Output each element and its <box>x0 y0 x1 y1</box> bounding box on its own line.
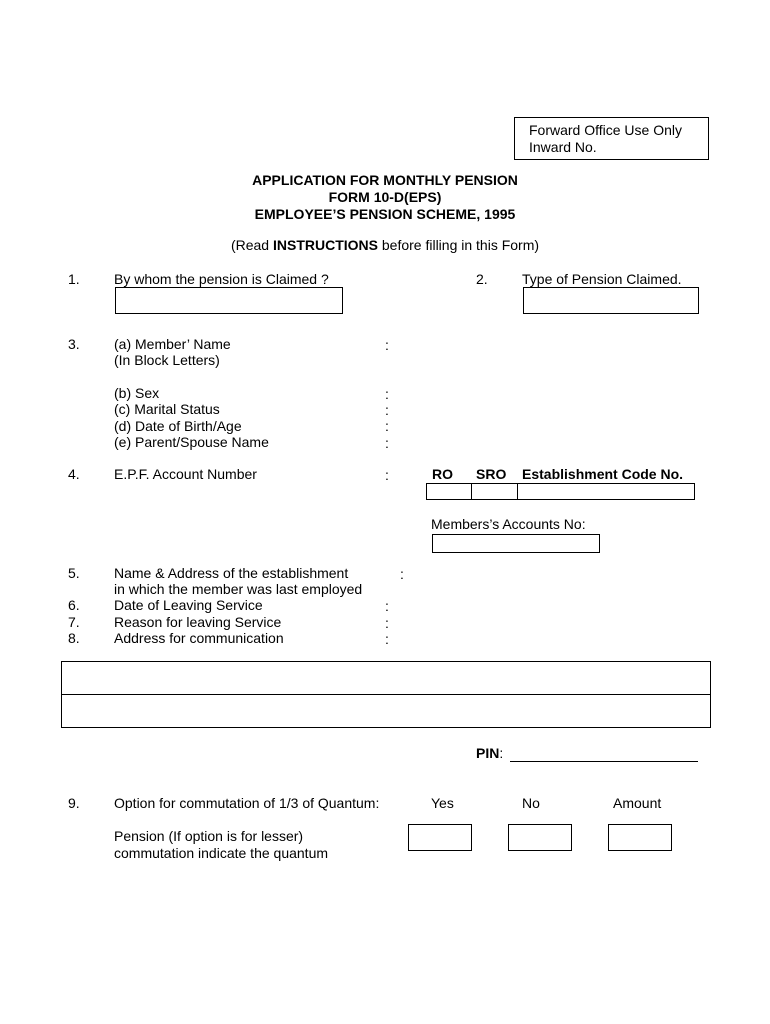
member-name-colon: : <box>385 337 389 353</box>
office-use-box <box>514 117 709 160</box>
no-input-box[interactable] <box>508 824 572 851</box>
form-number: FORM 10-D(EPS) <box>328 189 442 205</box>
pin-input-line[interactable] <box>510 761 698 762</box>
parent-spouse-label: (e) Parent/Spouse Name <box>114 434 269 450</box>
communication-address-box[interactable] <box>61 661 711 728</box>
yes-label: Yes <box>431 795 454 811</box>
commutation-note-line1: Pension (If option is for lesser) <box>114 828 304 844</box>
pin-field: PIN: <box>476 745 504 761</box>
amount-input-box[interactable] <box>608 824 672 851</box>
item-number-1: 1. <box>68 271 80 287</box>
establishment-address-colon: : <box>400 566 404 582</box>
commutation-note-line2: commutation indicate the quantum <box>114 845 329 861</box>
leaving-reason-label: Reason for leaving Service <box>114 614 282 630</box>
marital-status-colon: : <box>385 402 389 418</box>
members-accounts-label: Members’s Accounts No: <box>431 516 586 532</box>
ro-input[interactable] <box>427 484 472 499</box>
item-number-6: 6. <box>68 597 80 613</box>
item-number-5: 5. <box>68 565 80 581</box>
epf-account-colon: : <box>385 467 389 483</box>
marital-status-label: (c) Marital Status <box>114 401 220 417</box>
scheme-title: EMPLOYEE’S PENSION SCHEME, 1995 <box>254 206 516 222</box>
pension-claimed-by-label: By whom the pension is Claimed ? <box>114 271 329 287</box>
dob-age-label: (d) Date of Birth/Age <box>114 418 242 434</box>
dob-age-colon: : <box>385 418 389 434</box>
leaving-date-label: Date of Leaving Service <box>114 597 263 613</box>
communication-address-colon: : <box>385 631 389 647</box>
item-number-3: 3. <box>68 336 80 352</box>
sex-colon: : <box>385 386 389 402</box>
parent-spouse-colon: : <box>385 435 389 451</box>
pension-type-input[interactable] <box>523 287 699 314</box>
members-accounts-input[interactable] <box>432 534 600 553</box>
sro-label: SRO <box>476 466 507 482</box>
ro-label: RO <box>432 466 453 482</box>
instructions-note: (Read INSTRUCTIONS before filling in this Form) <box>230 237 540 253</box>
item-number-9: 9. <box>68 795 80 811</box>
office-use-label: Forward Office Use Only <box>529 122 683 138</box>
pin-label: PIN <box>476 745 500 761</box>
establishment-code-label: Establishment Code No. <box>522 466 684 482</box>
address-box-divider <box>62 694 710 695</box>
leaving-date-colon: : <box>385 598 389 614</box>
pension-type-label: Type of Pension Claimed. <box>522 271 682 287</box>
form-title: APPLICATION FOR MONTHLY PENSION <box>252 172 518 188</box>
sex-label: (b) Sex <box>114 385 160 401</box>
establishment-address-label: Name & Address of the establishment <box>114 565 349 581</box>
member-name-label: (a) Member’ Name <box>114 336 231 352</box>
epf-account-grid <box>426 483 695 500</box>
inward-no-label: Inward No. <box>529 139 597 155</box>
no-label: No <box>522 795 540 811</box>
commutation-option-label: Option for commutation of 1/3 of Quantum: <box>114 795 380 811</box>
establishment-address-label-2: in which the member was last employed <box>114 581 363 597</box>
communication-address-label: Address for communication <box>114 630 284 646</box>
establishment-code-input[interactable] <box>518 484 694 499</box>
item-number-8: 8. <box>68 630 80 646</box>
epf-account-label: E.P.F. Account Number <box>114 466 257 482</box>
pension-claimed-by-input[interactable] <box>115 287 343 314</box>
item-number-4: 4. <box>68 466 80 482</box>
block-letters-note: (In Block Letters) <box>114 352 220 368</box>
sro-input[interactable] <box>472 484 518 499</box>
amount-label: Amount <box>613 795 662 811</box>
yes-input-box[interactable] <box>408 824 472 851</box>
item-number-2: 2. <box>476 271 488 287</box>
instructions-bold: INSTRUCTIONS <box>272 237 378 253</box>
item-number-7: 7. <box>68 614 80 630</box>
leaving-reason-colon: : <box>385 615 389 631</box>
